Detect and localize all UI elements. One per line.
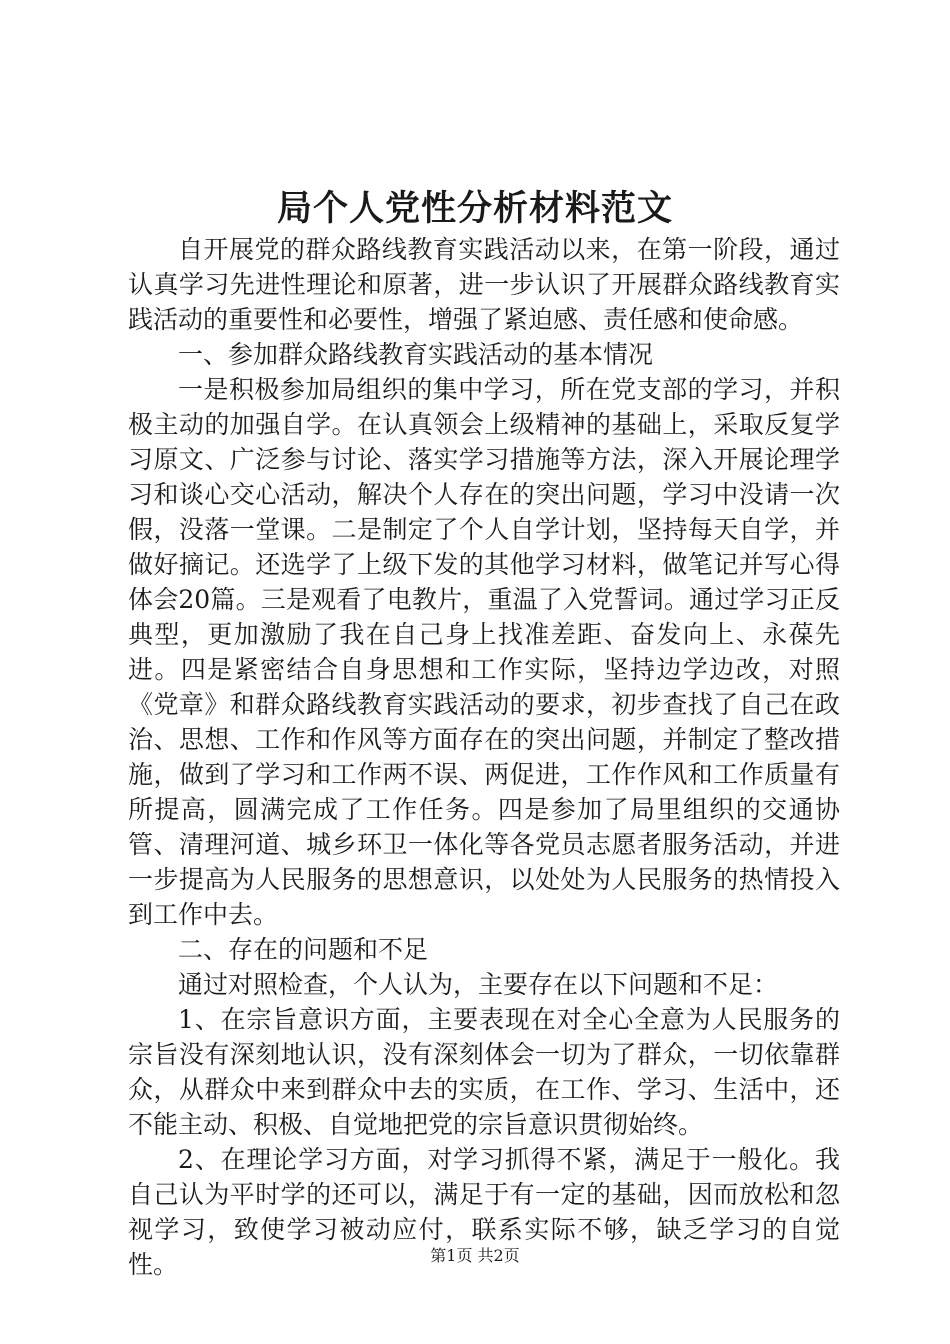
section-heading-1: 一、参加群众路线教育实践活动的基本情况 [178,340,654,369]
document-body [128,232,840,1282]
page-footer: 第1页 共2页 [430,1246,520,1265]
section-heading-2: 二、存在的问题和不足 [178,935,429,964]
paragraph-problems-intro: 通过对照检查，个人认为，主要存在以下问题和不足： [178,970,779,999]
paragraph-basic-situation: 一是积极参加局组织的集中学习，所在党支部的学习，并积极主动的加强自学。在认真领会上级精神的基础上，采取反复学习原文、广泛参与讨论、落实学习措施等方法，深入开展论理学习和谈心交心活动，解决个人存在的突出问题，学习中没请一次假，没落一堂课。二是制定了个人自学计划，坚持每天自学，并做好摘记。还选学了上级下发的其他学习材料，做笔记并写心得体会20篇。三是观看了电教片，重温了入党誓词。通过学习正反典型，更加激励了我在自己身上找准差距、奋发向上、永葆先进。四是紧密结合自身思想和工作实际，坚持边学边改，对照《党章》和群众路线教育实践活动的要求，初步查找了自己在政治、思想、工作和作风等方面存在的突出问题，并制定了整改措施，做到了学习和工作两不误、两促进，工作作风和工作质量有所提高，圆满完成了工作任务。四是参加了局里组织的交通协管、清理河道、城乡环卫一体化等各党员志愿者服务活动，并进一步提高为人民服务的思想意识，以处处为人民服务的热情投入到工作中去。 [128,375,840,929]
document-title: 局个人党性分析材料范文 [276,188,673,229]
paragraph-problem-2: 2、在理论学习方面，对学习抓得不紧，满足于一般化。我自己认为平时学的还可以，满足于有一定的基础，因而放松和忽视学习，致使学习被动应付，联系实际不够，缺乏学习的自觉性。 [128,1145,840,1279]
paragraph-problem-1: 1、在宗旨意识方面，主要表现在对全心全意为人民服务的宗旨没有深刻地认识，没有深刻体会一切为了群众，一切依靠群众，从群众中来到群众中去的实质，在工作、学习、生活中，还不能主动、积极、自觉地把党的宗旨意识贯彻始终。 [128,1005,840,1139]
paragraph-intro: 自开展党的群众路线教育实践活动以来，在第一阶段，通过认真学习先进性理论和原著，进一步认识了开展群众路线教育实践活动的重要性和必要性，增强了紧迫感、责任感和使命感。 [128,235,840,334]
